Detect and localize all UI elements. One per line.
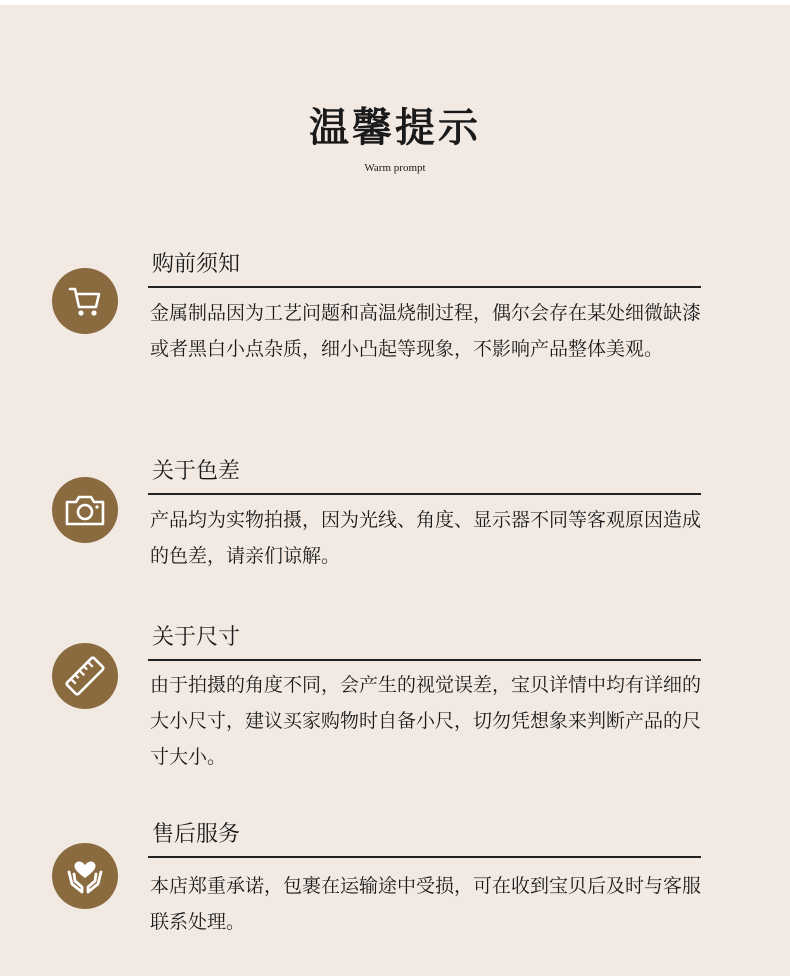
divider [148,659,701,661]
page-subtitle: Warm prompt [364,162,426,174]
camera-icon [52,477,118,543]
section-body: 金属制品因为工艺问题和高温烧制过程，偶尔会存在某处细微缺漆或者黑白小点杂质，细小凸起等现象，不影响产品整体美观。 [150,302,702,360]
heart-hands-icon [52,843,118,909]
divider [148,286,701,288]
section-title: 售后服务 [152,822,241,847]
section-body: 产品均为实物拍摄，因为光线、角度、显示器不同等客观原因造成的色差，请亲们谅解。 [150,509,702,567]
section-title: 关于尺寸 [152,625,241,650]
divider [148,856,701,858]
page-title: 温馨提示 [309,104,481,151]
ruler-icon [52,643,118,709]
shopping-cart-icon [52,268,118,334]
top-border [0,0,790,5]
section-body: 由于拍摄的角度不同，会产生的视觉误差，宝贝详情中均有详细的大小尺寸，建议买家购物时自备小尺，切勿凭想象来判断产品的尺寸大小。 [150,674,702,768]
divider [148,493,701,495]
section-title: 关于色差 [152,459,241,484]
section-body: 本店郑重承诺，包裹在运输途中受损，可在收到宝贝后及时与客服联系处理。 [150,875,702,933]
section-title: 购前须知 [152,252,241,277]
